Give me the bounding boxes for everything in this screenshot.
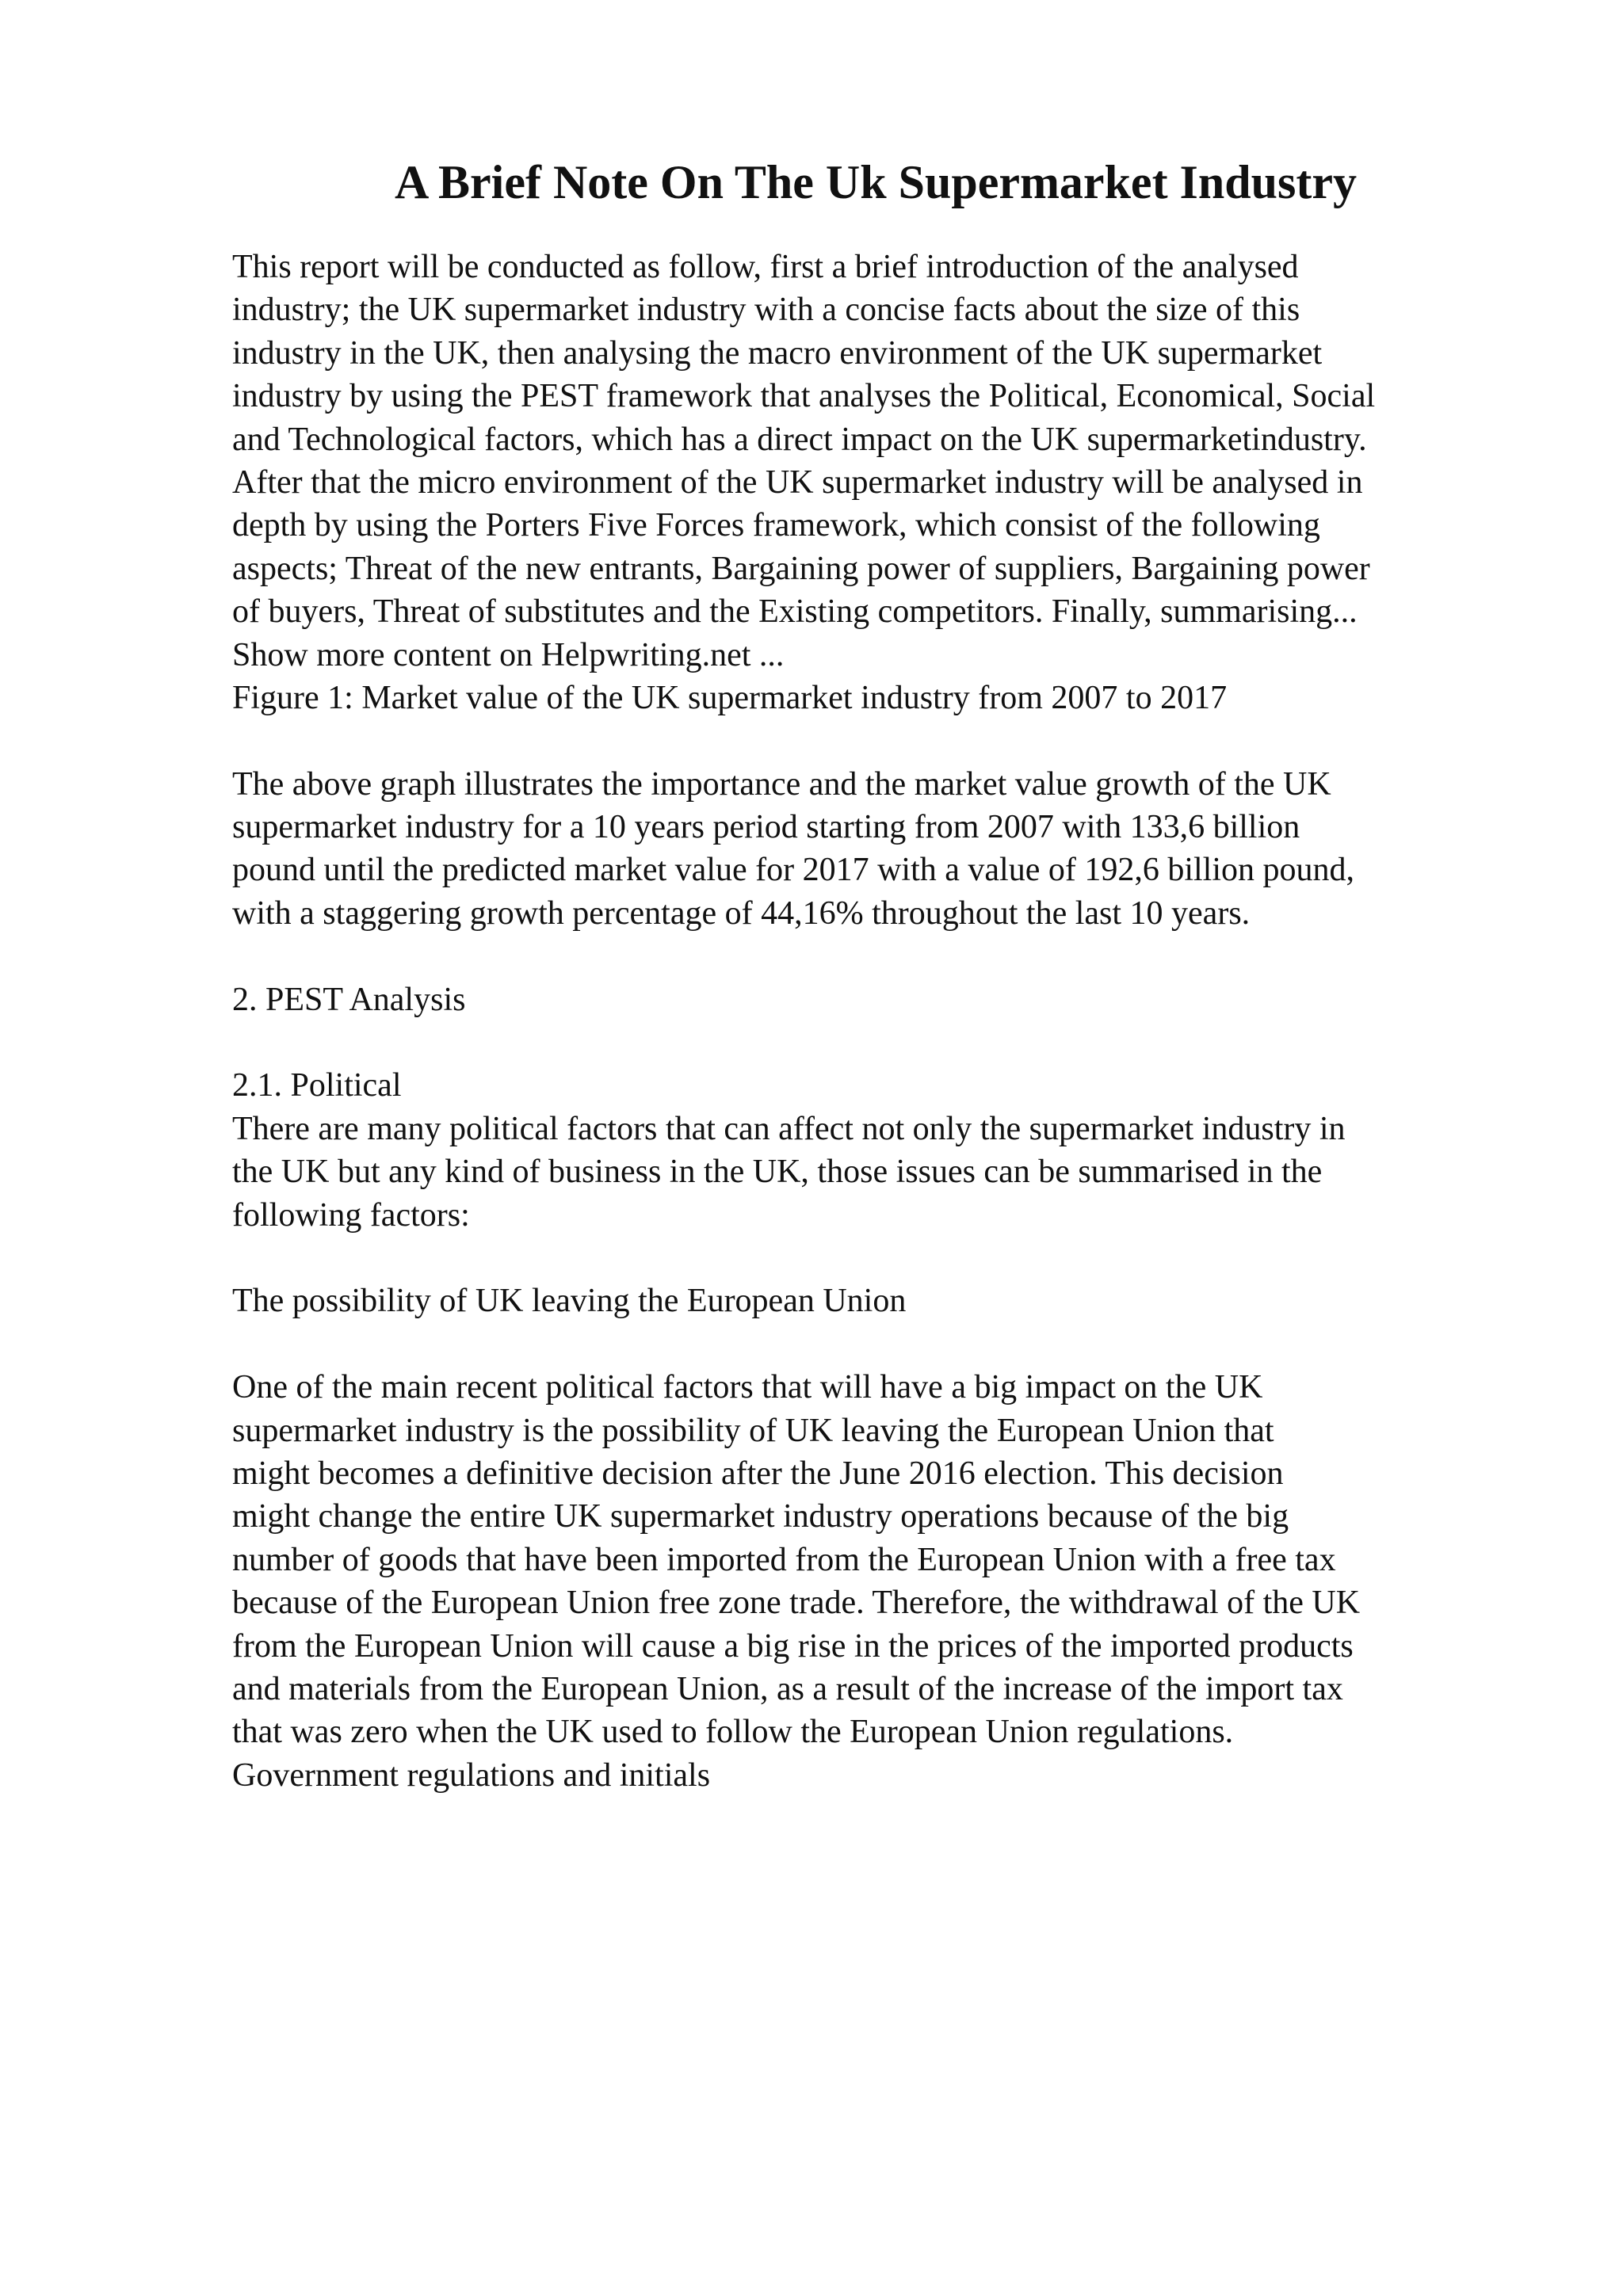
intro-line: aspects; Threat of the new entrants, Bargaining power of suppliers, Bargaining power	[232, 550, 1370, 587]
eu-line: from the European Union will cause a big rise in the prices of the imported products	[232, 1627, 1354, 1665]
figure-caption: Figure 1: Market value of the UK supermarket industry from 2007 to 2017	[232, 679, 1228, 716]
graph-line: pound until the predicted market value for 2017 with a value of 192,6 billion pound,	[232, 852, 1355, 889]
eu-line: Government regulations and initials	[232, 1756, 711, 1794]
paragraph-spacer	[232, 935, 1516, 978]
paragraph-spacer	[232, 1323, 1516, 1366]
section-heading: 2. PEST Analysis	[232, 981, 466, 1018]
eu-line: that was zero when the UK used to follow the European Union regulations.	[232, 1714, 1234, 1751]
graph-line: supermarket industry for a 10 years period starting from 2007 with 133,6 billion	[232, 809, 1300, 846]
eu-line: because of the European Union free zone trade. Therefore, the withdrawal of the UK	[232, 1585, 1361, 1622]
eu-line: might change the entire UK supermarket industry operations because of the big	[232, 1498, 1289, 1535]
intro-line: of buyers, Threat of substitutes and the Existing competitors. Finally, summarising...	[232, 593, 1358, 631]
paragraph-spacer	[232, 1237, 1516, 1280]
political-line: the UK but any kind of business in the UK, those issues can be summarised in the	[232, 1154, 1323, 1191]
paragraph-spacer	[232, 719, 1516, 762]
graph-line: The above graph illustrates the importance and the market value growth of the UK	[232, 765, 1331, 803]
intro-line: depth by using the Porters Five Forces framework, which consist of the following	[232, 507, 1320, 544]
political-line: There are many political factors that can affect not only the supermarket industry in	[232, 1110, 1346, 1147]
subsection-heading: 2.1. Political	[232, 1067, 402, 1104]
political-paragraph	[232, 1064, 1516, 1237]
eu-line: number of goods that have been imported from the European Union with a free tax	[232, 1541, 1336, 1578]
eu-line: and materials from the European Union, as a result of the increase of the import tax	[232, 1670, 1343, 1707]
intro-line: After that the micro environment of the UK supermarket industry will be analysed in	[232, 463, 1363, 501]
document-title: A Brief Note On The Uk Supermarket Industry	[395, 156, 1357, 208]
document-body	[232, 246, 1516, 1797]
graph-paragraph	[232, 763, 1516, 936]
intro-line: industry in the UK, then analysing the macro environment of the UK supermarket	[232, 334, 1323, 372]
eu-line: supermarket industry is the possibility of UK leaving the European Union that	[232, 1412, 1274, 1449]
intro-line: and Technological factors, which has a direct impact on the UK supermarketindustry.	[232, 421, 1367, 458]
graph-line: with a staggering growth percentage of 44,16% throughout the last 10 years.	[232, 894, 1251, 932]
eu-line: might becomes a definitive decision after the June 2016 election. This decision	[232, 1455, 1284, 1492]
intro-line: industry; the UK supermarket industry with a concise facts about the size of this	[232, 292, 1300, 329]
show-more-link-text: Show more content on Helpwriting.net ...	[232, 636, 785, 673]
intro-paragraph	[232, 246, 1516, 719]
paragraph-spacer	[232, 1021, 1516, 1064]
factor-heading: The possibility of UK leaving the European Union	[232, 1283, 907, 1320]
intro-line: industry by using the PEST framework that analyses the Political, Economical, Social	[232, 378, 1376, 415]
intro-line: This report will be conducted as follow, first a brief introduction of the analysed	[232, 249, 1299, 285]
eu-paragraph	[232, 1366, 1516, 1797]
political-line: following factors:	[232, 1196, 470, 1234]
eu-line: One of the main recent political factors that will have a big impact on the UK	[232, 1369, 1263, 1406]
